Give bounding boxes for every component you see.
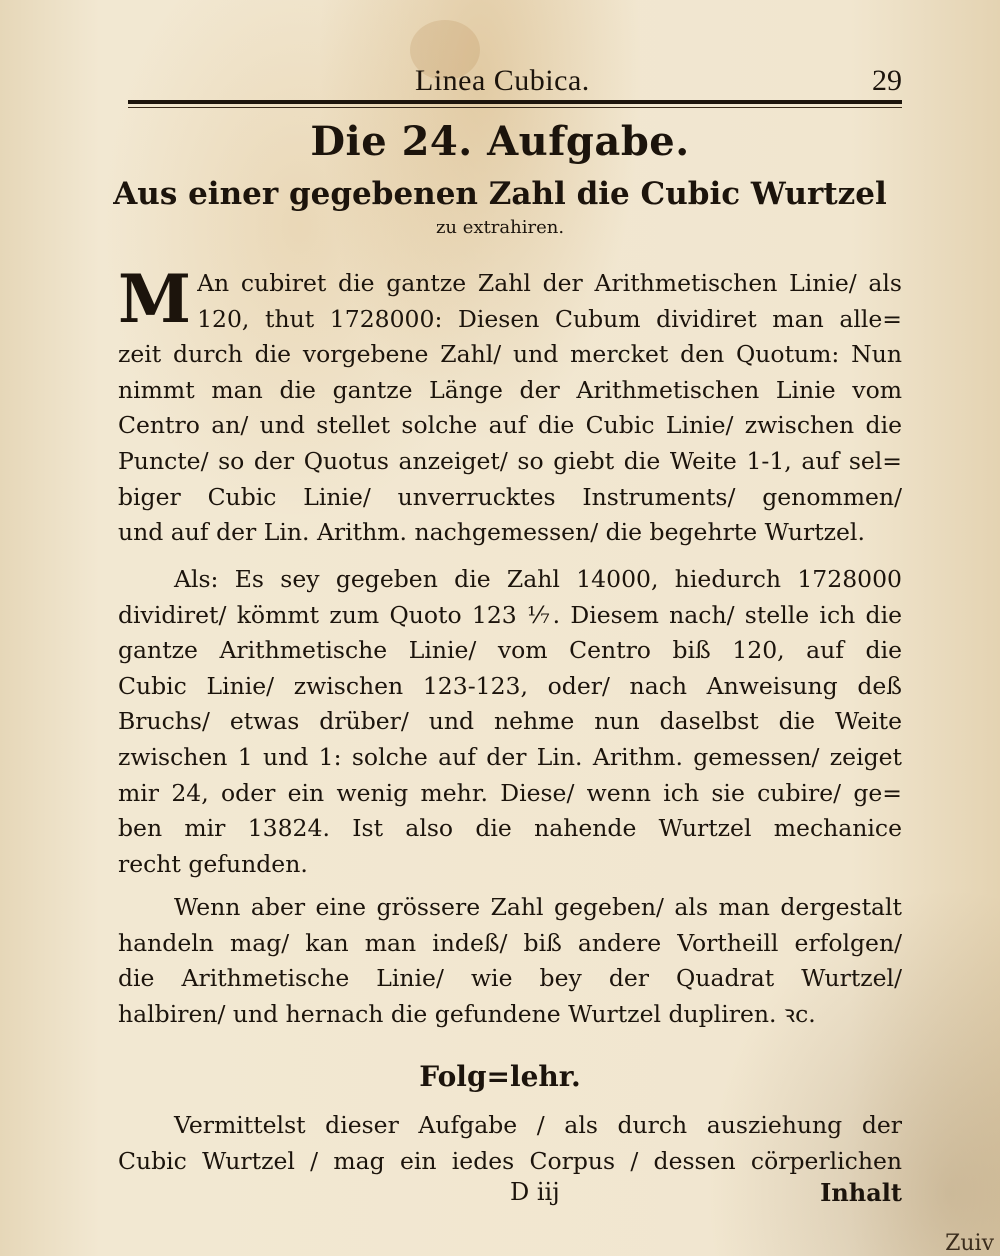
page-number: 29: [872, 64, 902, 97]
page-footer: [118, 1178, 902, 1218]
text-line: An cubiret die gantze Zahl der Arithmetischen Linie/ als: [197, 269, 902, 297]
section-title: Folg=lehr.: [419, 1060, 581, 1093]
chapter-subheading-2: zu extrahiren.: [435, 217, 565, 238]
text-line: Als: Es sey gegeben die Zahl 14000, hiedurch 1728000: [174, 565, 902, 593]
text-line: Wenn aber eine grössere Zahl gegeben/ als man dergestalt: [174, 893, 902, 921]
text-line: die Arithmetische Linie/ wie bey der Quadrat Wurtzel/: [118, 964, 902, 993]
chapter-heading: Die 24. Aufgabe.: [310, 118, 690, 165]
text-line: Cubic Linie/ zwischen 123-123, oder/ nach Anweisung deß: [118, 671, 902, 700]
text-line: halbiren/ und hernach die gefundene Wurtzel dupliren. ꝛc.: [118, 999, 816, 1028]
text-line: Puncte/ so der Quotus anzeiget/ so giebt die Weite 1-1, auf sel=: [118, 446, 902, 475]
text-line: biger Cubic Linie/ unverrucktes Instruments/ genommen/: [118, 482, 902, 511]
text-line: ben mir 13824. Ist also die nahende Wurtzel mechanice: [118, 814, 902, 843]
text-line: handeln mag/ kan man indeß/ biß andere Vortheill erfolgen/: [118, 928, 902, 957]
text-line: nimmt man die gantze Länge der Arithmetischen Linie vom: [118, 375, 902, 404]
text-line: Centro an/ und stellet solche auf die Cubic Linie/ zwischen die: [118, 411, 902, 440]
paragraph-1: [118, 260, 902, 551]
text-line: Bruchs/ etwas drüber/ und nehme nun daselbst die Weite: [118, 707, 902, 736]
text-line: gantze Arithmetische Linie/ vom Centro biß 120, auf die: [118, 636, 902, 665]
text-line: zwischen 1 und 1: solche auf der Lin. Arithm. gemessen/ zeiget: [118, 742, 902, 771]
text-line: recht gefunden.: [118, 849, 308, 878]
paragraph-3: [118, 890, 902, 1032]
header-rule: [128, 100, 902, 104]
chapter-subheading: Aus einer gegebenen Zahl die Cubic Wurtzel: [113, 176, 887, 212]
text-line: mir 24, oder ein wenig mehr. Diese/ wenn ich sie cubire/ ge=: [118, 778, 902, 807]
next-page-fragment: Zuiv: [945, 1231, 994, 1256]
text-line: Vermittelst dieser Aufgabe / als durch ausziehung der: [174, 1111, 902, 1139]
text-line: und auf der Lin. Arithm. nachgemessen/ die begehrte Wurtzel.: [118, 518, 865, 547]
drop-initial: M: [118, 260, 192, 338]
text-line: zeit durch die vorgebene Zahl/ und mercket den Quotum: Nun: [118, 340, 902, 369]
catchword: Inhalt: [820, 1178, 902, 1207]
text-line: dividiret/ kömmt zum Quoto 123 ⅐. Diesem nach/ stelle ich die: [118, 600, 902, 629]
text-line: 120, thut 1728000: Diesen Cubum dividiret man alle=: [197, 304, 902, 333]
text-line: Cubic Wurtzel / mag ein iedes Corpus / dessen cörperlichen: [118, 1146, 902, 1175]
running-title: Linea Cubica.: [415, 64, 590, 97]
paragraph-2: [118, 562, 902, 882]
header-rule-thin: [128, 107, 902, 108]
signature-mark: D iij: [510, 1178, 560, 1206]
paragraph-4: [118, 1108, 902, 1179]
page-header: [130, 58, 902, 98]
